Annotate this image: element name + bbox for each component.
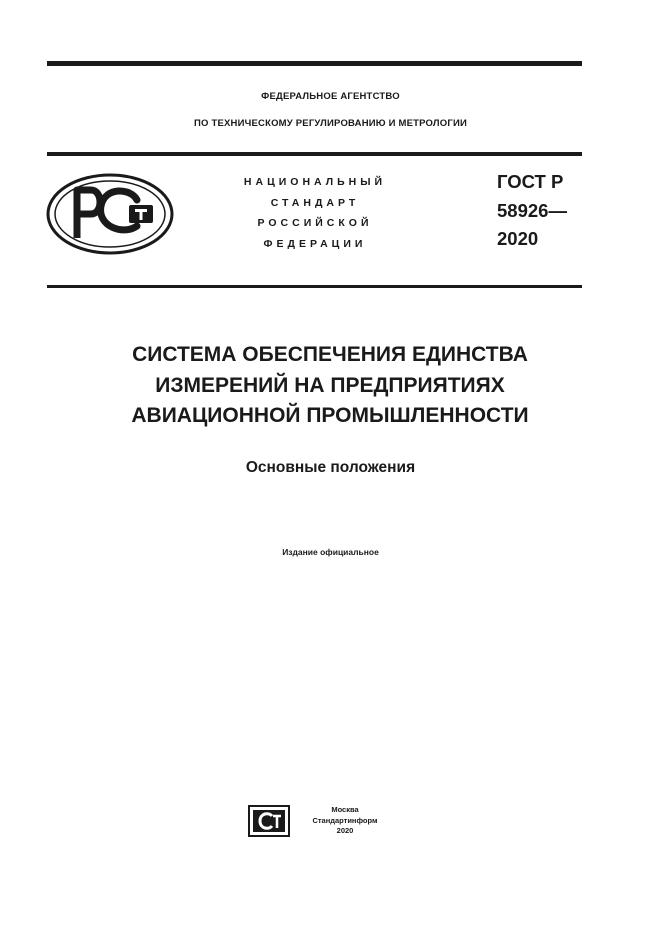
designation-line: ГОСТ Р: [497, 171, 564, 192]
standard-kind-line: НАЦИОНАЛЬНЫЙ: [243, 176, 387, 188]
standard-designation: [497, 168, 567, 254]
standard-kind-line: РОССИЙСКОЙ: [257, 217, 373, 229]
title-line: СИСТЕМА ОБЕСПЕЧЕНИЯ ЕДИНСТВА: [132, 343, 528, 366]
national-standard-block: [205, 172, 425, 254]
document-title: [60, 340, 600, 432]
publisher-imprint: [310, 805, 380, 837]
gost-r-certification-logo-icon: [45, 172, 175, 256]
publisher-name: Стандартинформ: [312, 815, 378, 825]
top-rule: [47, 61, 582, 66]
document-subtitle: Основные положения: [245, 459, 416, 476]
standard-rule: [47, 285, 582, 288]
title-line: АВИАЦИОННОЙ ПРОМЫШЛЕННОСТИ: [131, 404, 529, 427]
standard-kind-line: СТАНДАРТ: [270, 196, 360, 209]
agency-line-2: ПО ТЕХНИЧЕСКОМУ РЕГУЛИРОВАНИЮ И МЕТРОЛОГИИ: [194, 118, 467, 129]
publisher-city: Москва: [331, 805, 359, 814]
publication-year: 2020: [336, 826, 354, 835]
agency-line-1: ФЕДЕРАЛЬНОЕ АГЕНТСТВО: [261, 91, 400, 102]
standartinform-logo-icon: [248, 805, 290, 837]
standard-kind-line: ФЕДЕРАЦИИ: [263, 237, 367, 250]
edition-label: Издание официальное: [282, 547, 379, 557]
title-line: ИЗМЕРЕНИЙ НА ПРЕДПРИЯТИЯХ: [155, 373, 505, 397]
header-rule: [47, 152, 582, 156]
designation-line: 2020: [497, 228, 539, 249]
designation-line: 58926—: [497, 199, 567, 221]
